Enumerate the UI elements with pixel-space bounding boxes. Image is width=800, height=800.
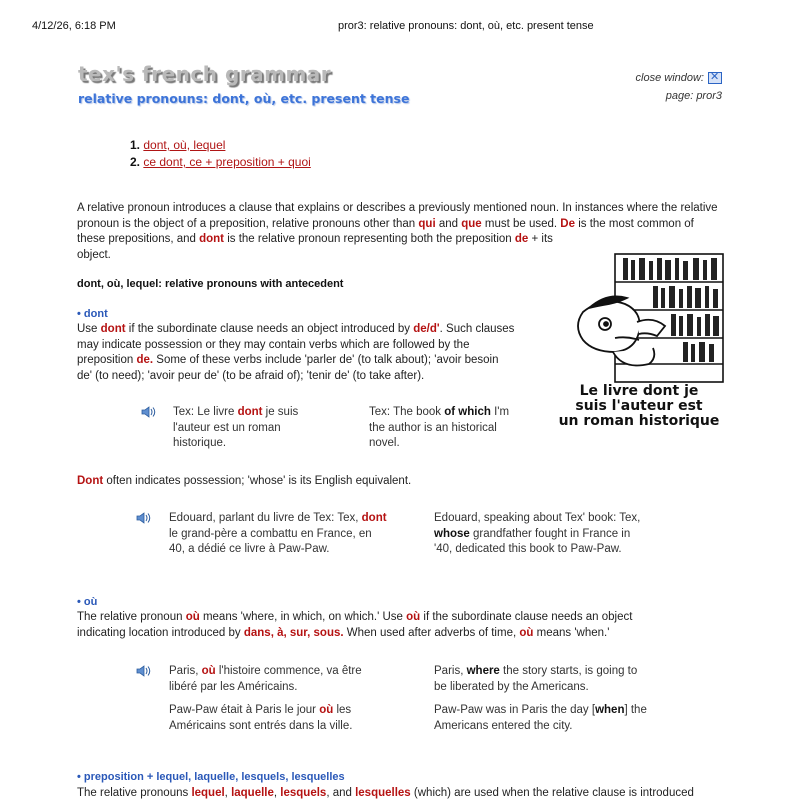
section-heading: dont, où, lequel: relative pronouns with antecedent (77, 278, 344, 290)
example3-french-1: Paris, où l'histoire commence, va être libéré par les Américains. (169, 665, 362, 693)
possession-note: Dont often indicates possession; 'whose' is its English equivalent. (77, 475, 412, 487)
bullet-ou: • où (77, 596, 98, 608)
cartoon-caption-line3: un roman historique (558, 413, 720, 428)
print-title: pror3: relative pronouns: dont, où, etc. present tense (338, 20, 594, 32)
page-subtitle: relative pronouns: dont, où, etc. present tense (78, 91, 410, 106)
speaker-icon[interactable] (136, 665, 152, 677)
cartoon-illustration (553, 252, 725, 428)
toc-link-ce-dont[interactable]: ce dont, ce + preposition + quoi (143, 155, 311, 169)
example3-english-1: Paris, where the story starts, is going to be liberated by the Americans. (434, 665, 638, 693)
cartoon-caption-line2: suis l'auteur est (575, 398, 703, 414)
dont-paragraph: Use dont if the subordinate clause needs an object introduced by de/d'. Such clauses may indicate possession or they may contain verbs which are followed by the preposition de. Some of these verbs include 'parler de' (to talk about); 'avoir besoin de' (to need); 'avoir peur de' (to be afraid of); 'tenir de' (to take after). (77, 323, 515, 382)
example1-english: Tex: The book of which I'm the author is an historical novel. (369, 406, 510, 449)
close-icon[interactable] (708, 72, 722, 84)
print-date: 4/12/26, 6:18 PM (32, 20, 116, 32)
speaker-icon[interactable] (141, 406, 157, 418)
toc-item: 2. ce dont, ce + preposition + quoi (130, 155, 311, 169)
cartoon-caption-line1: Le livre dont je (579, 383, 699, 399)
intro-paragraph: A relative pronoun introduces a clause that explains or describes a previously mentioned noun. In instances where the relative pronoun is the object of a preposition, relative pronouns other than qui and que must be used. De is the most common of these prepositions, and dont is the relative pronoun representing both the preposition de + its object. (77, 202, 718, 261)
example1-french: Tex: Le livre dont je suis l'auteur est un roman historique. (173, 406, 299, 449)
bullet-lequel: • preposition + lequel, laquelle, lesquels, lesquelles (77, 771, 345, 783)
ou-paragraph: The relative pronoun où means 'where, in which, on which.' Use où if the subordinate clause needs an object indicating location introduced by dans, à, sur, sous. When used after adverbs of time, où means 'when.' (77, 611, 633, 639)
example3-english-2: Paw-Paw was in Paris the day [when] the Americans entered the city. (434, 704, 647, 732)
example3-french-2: Paw-Paw était à Paris le jour où les Américains sont entrés dans la ville. (169, 704, 353, 732)
table-of-contents (130, 137, 311, 171)
example2-english: Edouard, speaking about Tex' book: Tex, whose grandfather fought in France in '40, dedicated this book to Paw-Paw. (434, 512, 641, 555)
bullet-dont: • dont (77, 308, 108, 320)
site-title: tex's french grammar (78, 62, 332, 86)
example2-french: Edouard, parlant du livre de Tex: Tex, dont le grand-père a combattu en France, en 40, a dédié ce livre à Paw-Paw. (169, 512, 387, 555)
speaker-icon[interactable] (136, 512, 152, 524)
page-label: page: pror3 (665, 90, 722, 102)
close-window[interactable] (636, 72, 722, 84)
toc-item: 1. dont, où, lequel (130, 138, 226, 152)
toc-link-dont-ou-lequel[interactable]: dont, où, lequel (143, 138, 226, 152)
lequel-paragraph: The relative pronouns lequel, laquelle, lesquels, and lesquelles (which) are used when the relative clause is introduced (77, 787, 694, 799)
close-window-label: close window: (635, 72, 704, 84)
print-header (0, 20, 800, 34)
